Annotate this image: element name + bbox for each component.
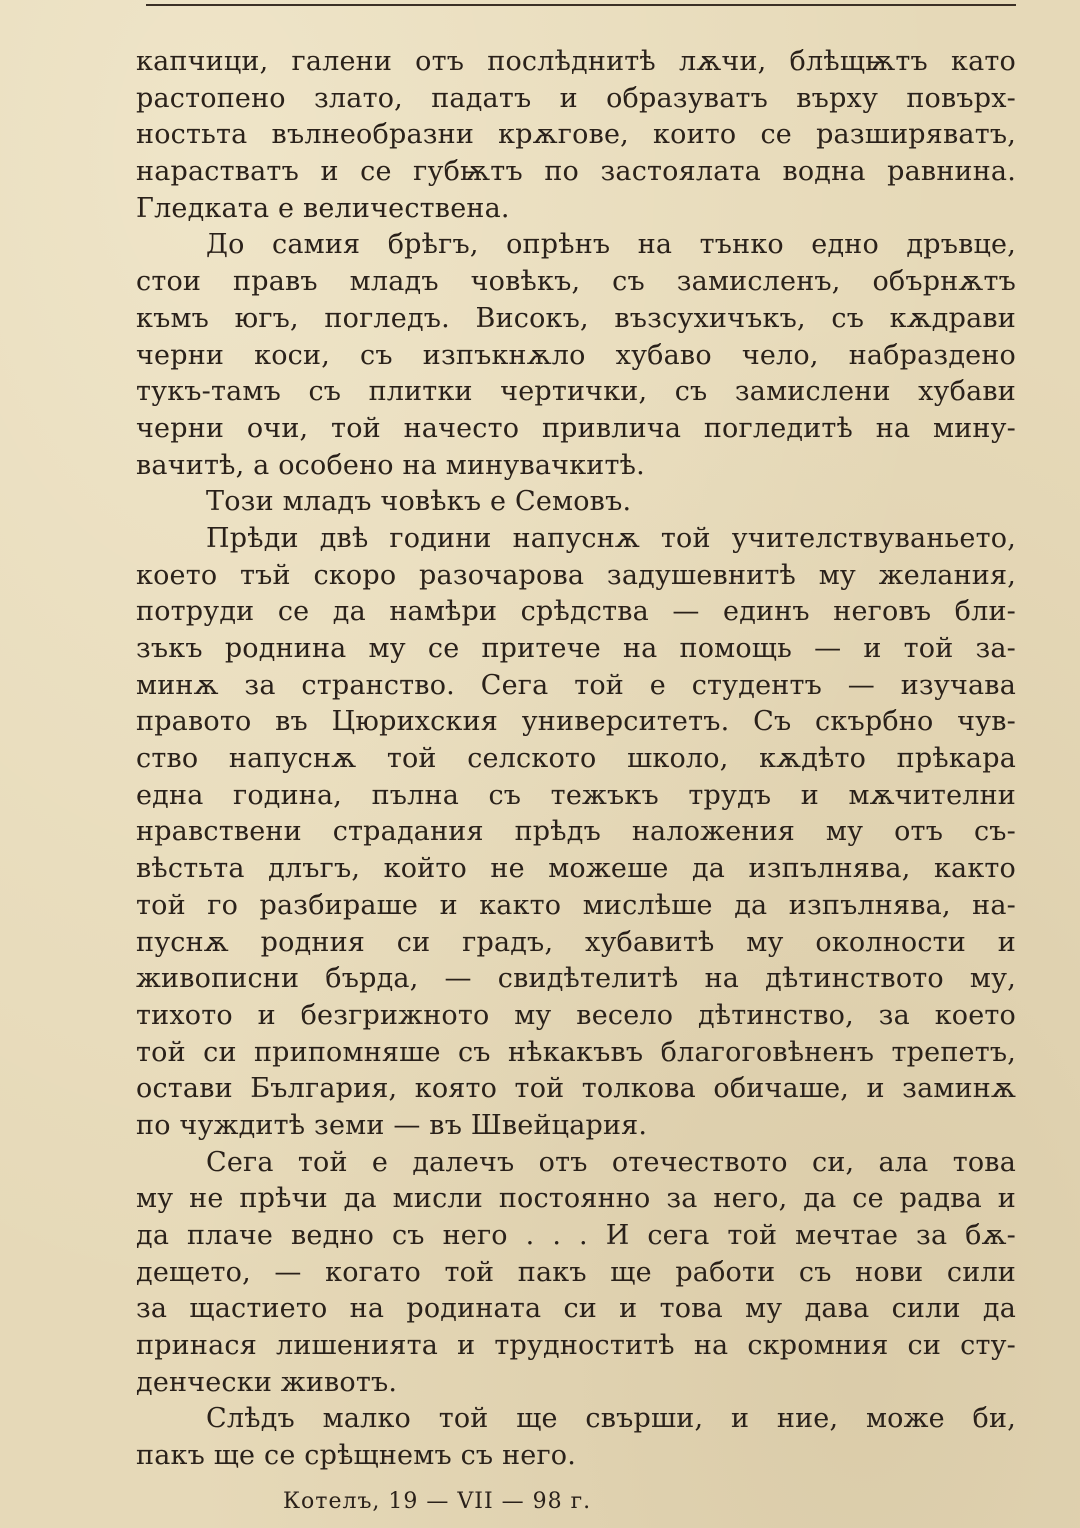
text-line: Слѣдъ малко той ще свърши, и ние, може би, (206, 1403, 1016, 1435)
paragraph (136, 1145, 1016, 1402)
text-line: Сега той е далечъ отъ отечеството си, ала това (206, 1146, 1016, 1178)
text-line: което тъй скоро разочарова задушевнитѣ му желания, (136, 559, 1016, 591)
text-line: ство напуснѫ той селското школо, кѫдѣто прѣкара (136, 743, 1016, 775)
paragraph (136, 1401, 1016, 1474)
text-line: черни очи, той начесто привлича погледитѣ на мину- (136, 412, 1016, 444)
text-line: пакъ ще се срѣщнемъ съ него. (136, 1440, 577, 1472)
text-line: ностьта вълнеобразни крѫгове, които се разширяватъ, (136, 119, 1016, 151)
paragraph (136, 521, 1016, 1145)
text-line: потруди се да намѣри срѣдства — единъ неговъ бли- (136, 596, 1016, 628)
text-line: правото въ Цюрихския университетъ. Съ скърбно чув- (136, 706, 1016, 738)
text-line: тукъ-тамъ съ плитки чертички, съ замислени хубави (136, 376, 1016, 408)
paragraph (136, 227, 1016, 484)
text-line: Гледката е величествена. (136, 192, 510, 224)
text-line: къмъ югъ, погледъ. Високъ, възсухичъкъ, съ кѫдрави (136, 302, 1016, 334)
text-line: живописни бърда, — свидѣтелитѣ на дѣтинството му, (136, 963, 1016, 995)
top-rule-divider (146, 4, 1016, 6)
text-line: остави България, която той толкова обичаше, и заминѫ (136, 1073, 1016, 1105)
text-line: Прѣди двѣ години напуснѫ той учителствуваньето, (206, 522, 1016, 554)
text-line: стои правъ младъ човѣкъ, съ замисленъ, обърнѫтъ (136, 266, 1016, 298)
place-date-signature: Котелъ, 19 — VII — 98 г. (283, 1489, 592, 1514)
text-line: зъкъ роднина му се притече на помощь — и той за- (136, 633, 1016, 664)
text-line: той си припомняше съ нѣкакъвъ благоговѣненъ трепетъ, (136, 1036, 1016, 1068)
text-line: минѫ за странство. Сега той е студентъ — изучава (136, 669, 1016, 701)
text-line: нарастватъ и се губѭтъ по застоялата водна равнина. (136, 156, 1016, 188)
text-line: по чуждитѣ земи — въ Швейцария. (136, 1109, 648, 1141)
text-line: вачитѣ, а особено на минувачкитѣ. (136, 449, 645, 481)
text-line: да плаче ведно съ него . . . И сега той мечтае за бѫ- (136, 1220, 1016, 1251)
text-line: тихото и безгрижното му весело дѣтинство, за което (136, 999, 1016, 1031)
text-line: До самия брѣгъ, опрѣнъ на тънко едно дръвце, (206, 229, 1016, 261)
text-line: капчици, галени отъ послѣднитѣ лѫчи, блѣщѭтъ като (136, 46, 1016, 77)
text-line: принася лишенията и трудноститѣ на скромния си сту- (136, 1330, 1016, 1362)
text-line: му не прѣчи да мисли постоянно за него, да се радва и (136, 1183, 1016, 1215)
paragraph (136, 484, 1016, 521)
text-line: Този младъ човѣкъ е Семовъ. (206, 486, 632, 518)
text-line: вѣстьта длъгъ, който не можеше да изпълнява, както (136, 853, 1016, 885)
text-line: денчески животъ. (136, 1366, 398, 1398)
text-line: една година, пълна съ тежъкъ трудъ и мѫчителни (136, 779, 1016, 811)
text-line: растопено злато, падатъ и образуватъ върху повърх- (136, 82, 1016, 114)
paragraph (136, 44, 1016, 227)
text-line: той го разбираше и както мислѣше да изпълнява, на- (136, 889, 1016, 921)
text-line: за щастието на родината си и това му дава сили да (136, 1293, 1016, 1325)
text-line: дещето, — когато той пакъ ще работи съ нови сили (136, 1256, 1016, 1288)
text-line: пуснѫ родния си градъ, хубавитѣ му околности и (136, 926, 1016, 958)
text-line: черни коси, съ изпъкнѫло хубаво чело, набраздено (136, 339, 1016, 371)
body-text (136, 44, 1016, 1475)
text-line: нравствени страдания прѣдъ наложения му отъ съ- (136, 816, 1016, 848)
